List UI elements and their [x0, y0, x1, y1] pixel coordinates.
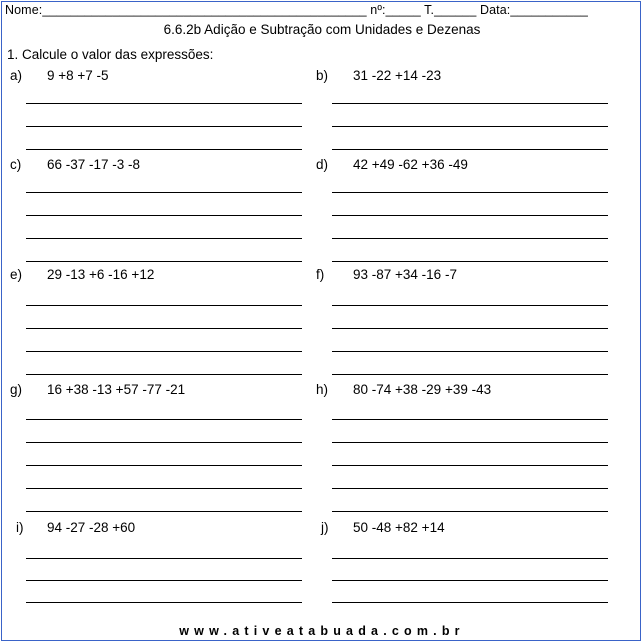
exercise-expression: 31 -22 +14 -23 — [353, 68, 442, 83]
answer-line — [332, 558, 608, 559]
answer-line — [26, 215, 302, 216]
answer-line — [26, 328, 302, 329]
answer-line — [26, 374, 302, 375]
exercise-label: e) — [10, 267, 23, 282]
answer-line — [26, 103, 302, 104]
answer-line — [332, 192, 608, 193]
answer-line — [26, 261, 302, 262]
answer-line — [26, 488, 302, 489]
page-border — [1, 1, 641, 641]
exercise-expression: 50 -48 +82 +14 — [353, 520, 445, 535]
answer-line — [332, 580, 608, 581]
answer-line — [26, 465, 302, 466]
answer-line — [26, 149, 302, 150]
answer-line — [332, 238, 608, 239]
answer-line — [26, 442, 302, 443]
exercise-expression: 16 +38 -13 +57 -77 -21 — [47, 382, 186, 397]
answer-line — [332, 215, 608, 216]
answer-line — [332, 419, 608, 420]
answer-line — [332, 149, 608, 150]
answer-line — [332, 488, 608, 489]
instruction-text: 1. Calcule o valor das expressões: — [7, 47, 214, 62]
answer-line — [332, 465, 608, 466]
exercise-expression: 93 -87 +34 -16 -7 — [353, 267, 457, 282]
answer-line — [332, 602, 608, 603]
exercise-expression: 29 -13 +6 -16 +12 — [47, 267, 155, 282]
answer-line — [332, 351, 608, 352]
exercise-expression: 80 -74 +38 -29 +39 -43 — [353, 382, 492, 397]
answer-line — [26, 238, 302, 239]
answer-line — [332, 511, 608, 512]
answer-line — [26, 580, 302, 581]
exercise-label: d) — [316, 157, 329, 172]
exercise-expression: 9 +8 +7 -5 — [47, 68, 109, 83]
answer-line — [26, 126, 302, 127]
exercise-label: i) — [16, 520, 24, 535]
exercise-label: f) — [316, 267, 325, 282]
exercise-label: j) — [321, 520, 329, 535]
exercise-expression: 94 -27 -28 +60 — [47, 520, 136, 535]
exercise-label: h) — [316, 382, 329, 397]
answer-line — [332, 305, 608, 306]
exercise-label: a) — [10, 68, 23, 83]
answer-line — [332, 328, 608, 329]
answer-line — [26, 602, 302, 603]
answer-line — [26, 511, 302, 512]
answer-line — [26, 192, 302, 193]
worksheet-title: 6.6.2b Adição e Subtração com Unidades e Dezenas — [163, 22, 481, 37]
student-info-header: Nome:______________________________________________ nº:_____ T.______ Data:___________ — [5, 3, 588, 17]
exercise-expression: 42 +49 -62 +36 -49 — [353, 157, 468, 172]
exercise-label: g) — [10, 382, 23, 397]
answer-line — [332, 261, 608, 262]
answer-line — [26, 305, 302, 306]
answer-line — [26, 558, 302, 559]
answer-line — [332, 374, 608, 375]
answer-line — [26, 419, 302, 420]
exercise-label: c) — [10, 157, 22, 172]
website-footer: www.ativeatabuada.com.br — [179, 624, 465, 638]
answer-line — [332, 442, 608, 443]
answer-line — [332, 126, 608, 127]
answer-line — [26, 351, 302, 352]
answer-line — [332, 103, 608, 104]
exercise-label: b) — [316, 68, 329, 83]
exercise-expression: 66 -37 -17 -3 -8 — [47, 157, 141, 172]
